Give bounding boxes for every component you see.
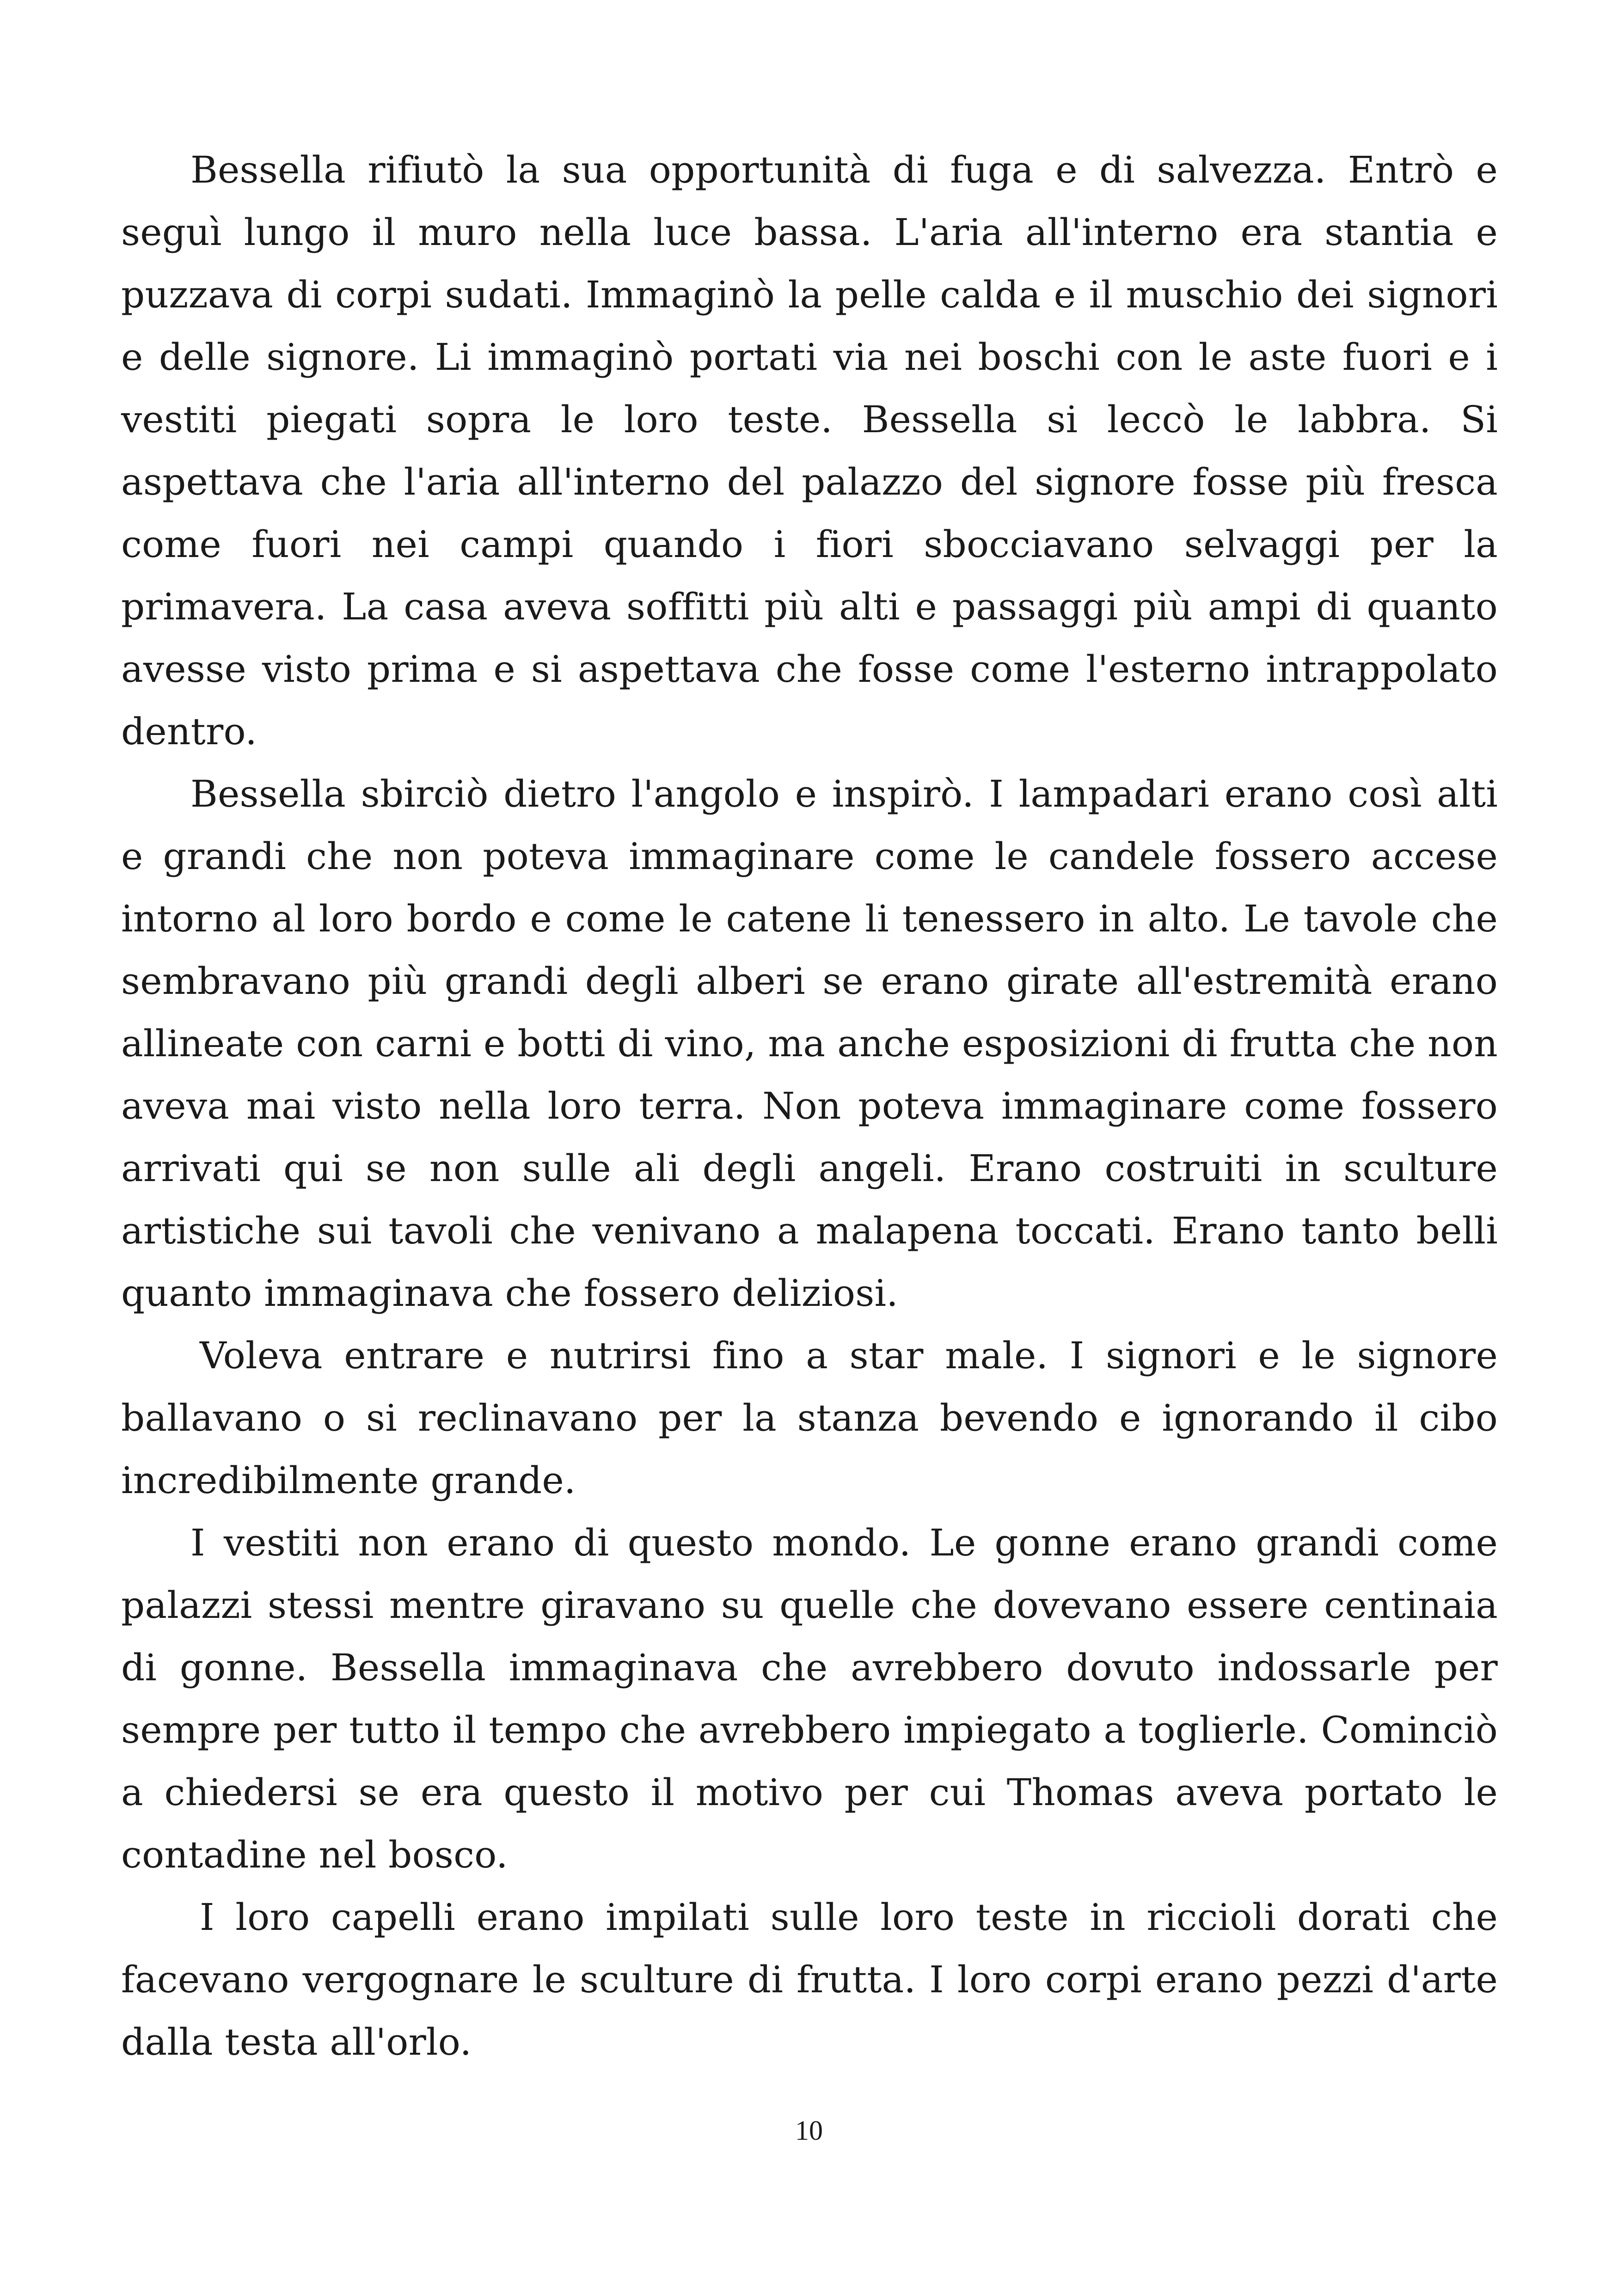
paragraph: I loro capelli erano impilati sulle loro teste in riccioli dorati che facevano vergognare le sculture di frutta. I loro corpi erano pezzi d'arte dalla testa all'orlo.	[121, 1896, 1498, 2063]
page-number: 10	[795, 2115, 823, 2146]
paragraph: Voleva entrare e nutrirsi fino a star male. I signori e le signore ballavano o si reclinavano per la stanza bevendo e ignorando il cibo incredibilmente grande.	[121, 1334, 1498, 1502]
page-body	[121, 139, 1498, 2073]
paragraph: Bessella rifiutò la sua opportunità di fuga e di salvezza. Entrò e seguì lungo il muro nella luce bassa. L'aria all'interno era stantia e puzzava di corpi sudati. Immaginò la pelle calda e il muschio dei signori e delle signore. Li immaginò portati via nei boschi con le aste fuori e i vestiti piegati sopra le loro teste. Bessella si leccò le labbra. Si aspettava che l'aria all'interno del palazzo del signore fosse più fresca come fuori nei campi quando i fiori sbocciavano selvaggi per la primavera. La casa aveva soffitti più alti e passaggi più ampi di quanto avesse visto prima e si aspettava che fosse come l'esterno intrappolato dentro.	[121, 148, 1498, 753]
paragraph: Bessella sbirciò dietro l'angolo e inspirò. I lampadari erano così alti e grandi che non poteva immaginare come le candele fossero accese intorno al loro bordo e come le catene li tenessero in alto. Le tavole che sembravano più grandi degli alberi se erano girate all'estremità erano allineate con carni e botti di vino, ma anche esposizioni di frutta che non aveva mai visto nella loro terra. Non poteva immaginare come fossero arrivati qui se non sulle ali degli angeli. Erano costruiti in sculture artistiche sui tavoli che venivano a malapena toccati. Erano tanto belli quanto immaginava che fossero deliziosi.	[121, 772, 1498, 1315]
paragraph: I vestiti non erano di questo mondo. Le gonne erano grandi come palazzi stessi mentre giravano su quelle che dovevano essere centinaia di gonne. Bessella immaginava che avrebbero dovuto indossarle per sempre per tutto il tempo che avrebbero impiegato a toglierle. Cominciò a chiedersi se era questo il motivo per cui Thomas aveva portato le contadine nel bosco.	[121, 1521, 1498, 1876]
